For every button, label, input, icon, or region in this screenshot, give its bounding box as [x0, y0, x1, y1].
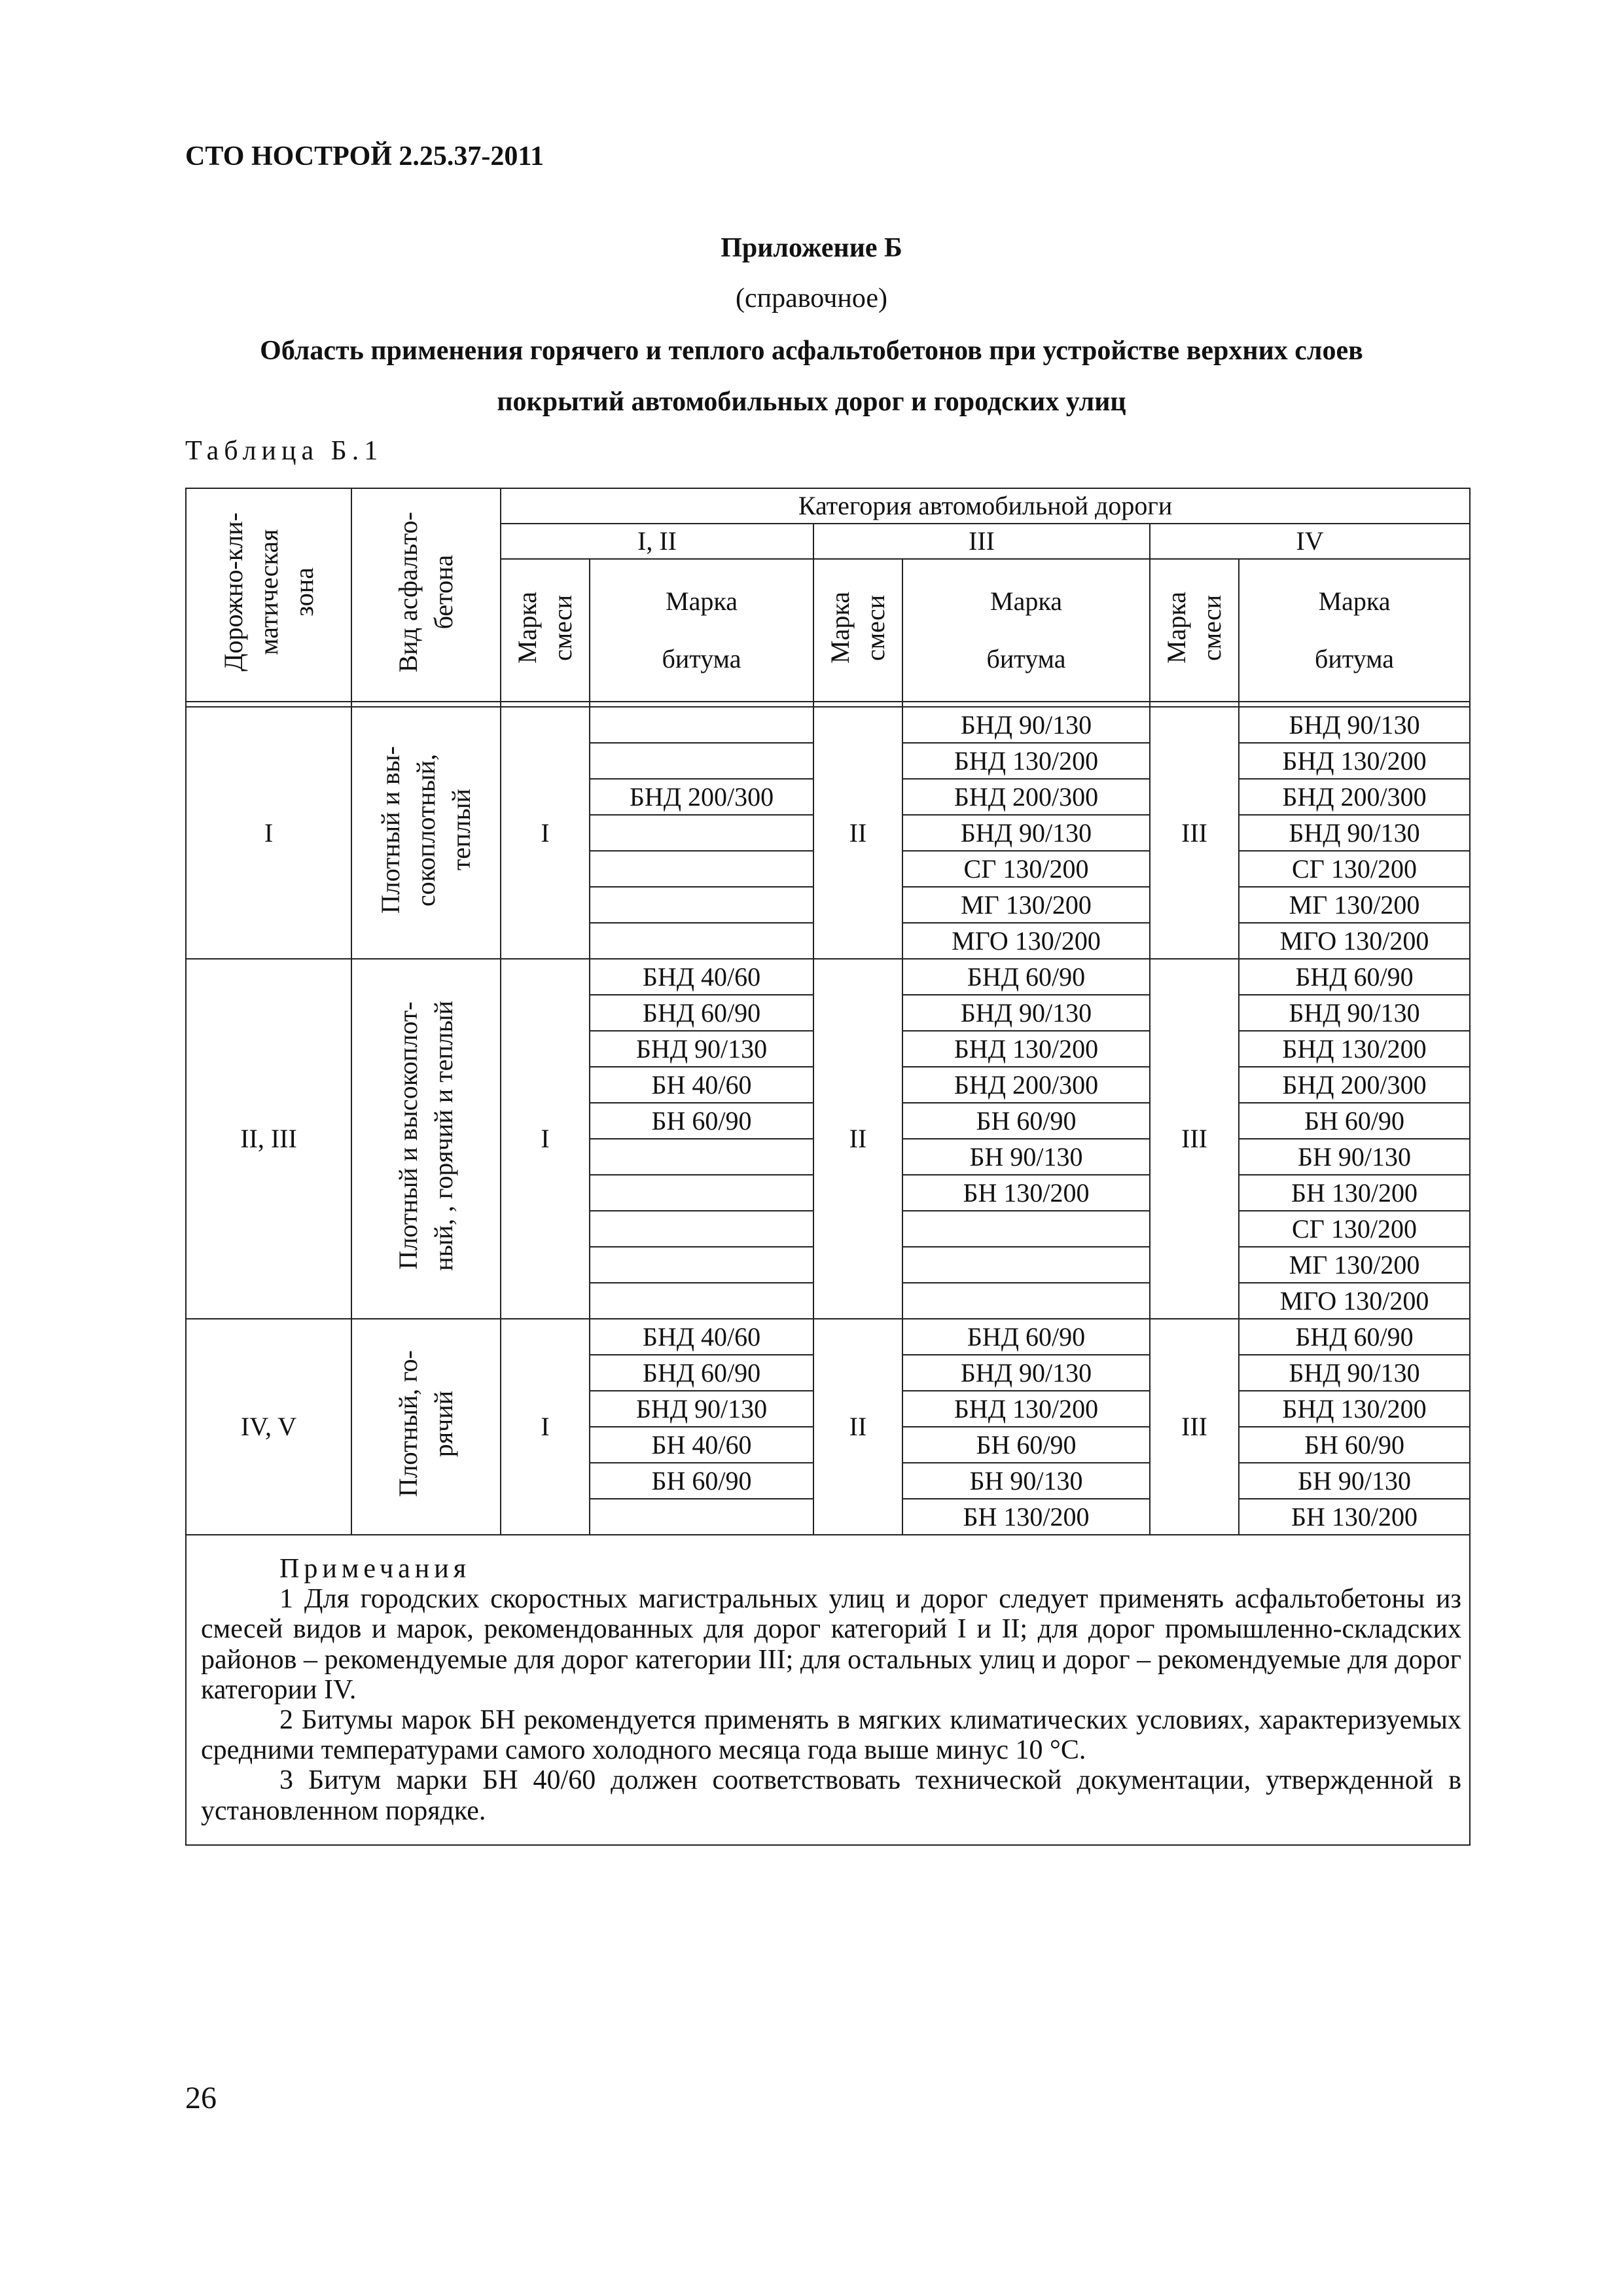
header-category-1-2: I, II — [501, 524, 813, 559]
bitumen-cell-cat-1-2: БН 60/90 — [590, 1463, 813, 1499]
concrete-type-cell: Плотный и высокоплот- ный, , горячий и теплый — [351, 959, 501, 1319]
header-bitumen-grade: Марка битума — [1239, 559, 1470, 702]
bitumen-cell-cat-3: БНД 90/130 — [902, 995, 1150, 1031]
mix-grade-cell-cat-3: II — [813, 1319, 902, 1535]
bitumen-cell-cat-3: БН 90/130 — [902, 1139, 1150, 1175]
bitumen-cell-cat-4: БНД 60/90 — [1239, 1319, 1470, 1355]
note-1: 1 Для городских скоростных магистральных улиц и дорог следует применять асфальтобетоны из смесей видов и марок, рекомендованных для дорог категорий I и II; для дорог промышленно-складских районов – рекомендуемые для дорог категории III; для остальных улиц и дорог – рекомендуемые для дорог категории IV. — [201, 1584, 1462, 1705]
bitumen-cell-cat-4: БНД 90/130 — [1239, 815, 1470, 851]
bitumen-cell-cat-1-2: БН 40/60 — [590, 1067, 813, 1103]
mix-grade-cell-cat-3: II — [813, 707, 902, 959]
bitumen-cell-cat-1-2 — [590, 887, 813, 923]
bitumen-cell-cat-1-2 — [590, 1175, 813, 1211]
bitumen-cell-cat-1-2: БНД 60/90 — [590, 995, 813, 1031]
bitumen-cell-cat-1-2: БНД 40/60 — [590, 959, 813, 995]
bitumen-cell-cat-4: БН 60/90 — [1239, 1103, 1470, 1139]
header-zone: Дорожно-кли- матическая зона — [186, 488, 351, 702]
mix-grade-cell-cat-1-2: I — [501, 1319, 590, 1535]
bitumen-cell-cat-1-2 — [590, 815, 813, 851]
bitumen-cell-cat-4: СГ 130/200 — [1239, 851, 1470, 887]
zone-cell: II, III — [186, 959, 351, 1319]
bitumen-cell-cat-4: БН 130/200 — [1239, 1499, 1470, 1535]
concrete-type-cell: Плотный и вы- сокоплотный, теплый — [351, 707, 501, 959]
bitumen-cell-cat-1-2 — [590, 851, 813, 887]
bitumen-cell-cat-4: БНД 90/130 — [1239, 707, 1470, 743]
bitumen-cell-cat-1-2 — [590, 1499, 813, 1535]
bitumen-cell-cat-3: БНД 90/130 — [902, 1355, 1150, 1391]
bitumen-cell-cat-1-2: БН 60/90 — [590, 1103, 813, 1139]
note-3: 3 Битум марки БН 40/60 должен соответствовать технической документации, утвержденной в установленном порядке. — [201, 1765, 1462, 1826]
zone-cell: IV, V — [186, 1319, 351, 1535]
header-category-4: IV — [1150, 524, 1470, 559]
bitumen-cell-cat-1-2 — [590, 1139, 813, 1175]
bitumen-cell-cat-4: БН 90/130 — [1239, 1463, 1470, 1499]
bitumen-cell-cat-4: БНД 60/90 — [1239, 959, 1470, 995]
appendix-heading-line1: Область применения горячего и теплого асфальтобетонов при устройстве верхних слоев — [260, 336, 1363, 366]
mix-grade-cell-cat-4: III — [1150, 1319, 1239, 1535]
bitumen-cell-cat-3: БНД 90/130 — [902, 707, 1150, 743]
mix-grade-cell-cat-3: II — [813, 959, 902, 1319]
header-bitumen-grade: Марка битума — [590, 559, 813, 702]
bitumen-cell-cat-4: БНД 90/130 — [1239, 995, 1470, 1031]
bitumen-cell-cat-1-2 — [590, 1211, 813, 1247]
concrete-type-cell: Плотный, го- рячий — [351, 1319, 501, 1535]
table-row — [186, 959, 1470, 995]
bitumen-cell-cat-4: БН 130/200 — [1239, 1175, 1470, 1211]
bitumen-cell-cat-3: БНД 130/200 — [902, 743, 1150, 779]
document-code: СТО НОСТРОЙ 2.25.37-2011 — [185, 141, 544, 171]
bitumen-cell-cat-4: МГ 130/200 — [1239, 887, 1470, 923]
bitumen-cell-cat-3: МГ 130/200 — [902, 887, 1150, 923]
bitumen-cell-cat-1-2 — [590, 1247, 813, 1283]
bitumen-cell-cat-3: СГ 130/200 — [902, 851, 1150, 887]
mix-grade-cell-cat-1-2: I — [501, 707, 590, 959]
bitumen-cell-cat-1-2 — [590, 743, 813, 779]
bitumen-cell-cat-1-2 — [590, 707, 813, 743]
mix-grade-cell-cat-4: III — [1150, 959, 1239, 1319]
bitumen-cell-cat-4: БНД 130/200 — [1239, 743, 1470, 779]
note-2: 2 Битумы марок БН рекомендуется применять в мягких климатических условиях, характеризуемых средними температурами самого холодного месяца года выше минус 10 °С. — [201, 1704, 1462, 1766]
bitumen-cell-cat-3: БНД 60/90 — [902, 1319, 1150, 1355]
bitumen-cell-cat-3: БНД 130/200 — [902, 1031, 1150, 1067]
bitumen-cell-cat-4: МГО 130/200 — [1239, 1283, 1470, 1319]
bitumen-cell-cat-4: БНД 90/130 — [1239, 1355, 1470, 1391]
table-row — [186, 1319, 1470, 1355]
application-table — [185, 488, 1471, 1846]
bitumen-cell-cat-4: БНД 200/300 — [1239, 1067, 1470, 1103]
bitumen-cell-cat-4: БНД 200/300 — [1239, 779, 1470, 815]
header-concrete-type: Вид асфальто- бетона — [351, 488, 501, 702]
bitumen-cell-cat-1-2: БН 40/60 — [590, 1427, 813, 1463]
bitumen-cell-cat-3: БН 90/130 — [902, 1463, 1150, 1499]
header-mix-grade: Марка смеси — [813, 559, 902, 702]
bitumen-cell-cat-3: МГО 130/200 — [902, 923, 1150, 959]
table-label: Таблица Б.1 — [185, 436, 383, 466]
bitumen-cell-cat-3: БН 130/200 — [902, 1499, 1150, 1535]
bitumen-cell-cat-1-2: БНД 40/60 — [590, 1319, 813, 1355]
header-mix-grade: Марка смеси — [1150, 559, 1239, 702]
header-bitumen-grade: Марка битума — [902, 559, 1150, 702]
bitumen-cell-cat-3: БН 60/90 — [902, 1427, 1150, 1463]
bitumen-cell-cat-3: БНД 200/300 — [902, 1067, 1150, 1103]
page-number: 26 — [185, 2081, 217, 2115]
table-notes — [186, 1535, 1470, 1845]
notes-title: Примечания — [279, 1554, 471, 1584]
mix-grade-cell-cat-1-2: I — [501, 959, 590, 1319]
bitumen-cell-cat-3 — [902, 1283, 1150, 1319]
bitumen-cell-cat-3: БНД 200/300 — [902, 779, 1150, 815]
header-category-3: III — [813, 524, 1150, 559]
bitumen-cell-cat-1-2 — [590, 1283, 813, 1319]
bitumen-cell-cat-3: БНД 90/130 — [902, 815, 1150, 851]
appendix-subtitle: (справочное) — [736, 283, 887, 314]
bitumen-cell-cat-1-2: БНД 90/130 — [590, 1031, 813, 1067]
bitumen-cell-cat-3: БН 130/200 — [902, 1175, 1150, 1211]
bitumen-cell-cat-4: МГО 130/200 — [1239, 923, 1470, 959]
appendix-title: Приложение Б — [721, 233, 902, 263]
table-row — [186, 707, 1470, 743]
bitumen-cell-cat-4: БН 90/130 — [1239, 1139, 1470, 1175]
bitumen-cell-cat-1-2 — [590, 923, 813, 959]
bitumen-cell-cat-3 — [902, 1247, 1150, 1283]
bitumen-cell-cat-3: БН 60/90 — [902, 1103, 1150, 1139]
bitumen-cell-cat-3: БНД 130/200 — [902, 1391, 1150, 1427]
header-mix-grade: Марка смеси — [501, 559, 590, 702]
bitumen-cell-cat-4: МГ 130/200 — [1239, 1247, 1470, 1283]
header-road-category: Категория автомобильной дороги — [501, 488, 1470, 524]
bitumen-cell-cat-4: СГ 130/200 — [1239, 1211, 1470, 1247]
zone-cell: I — [186, 707, 351, 959]
bitumen-cell-cat-4: БНД 130/200 — [1239, 1031, 1470, 1067]
bitumen-cell-cat-1-2: БНД 60/90 — [590, 1355, 813, 1391]
bitumen-cell-cat-4: БН 60/90 — [1239, 1427, 1470, 1463]
bitumen-cell-cat-1-2: БНД 200/300 — [590, 779, 813, 815]
bitumen-cell-cat-1-2: БНД 90/130 — [590, 1391, 813, 1427]
bitumen-cell-cat-4: БНД 130/200 — [1239, 1391, 1470, 1427]
appendix-heading-line2: покрытий автомобильных дорог и городских улиц — [497, 387, 1126, 417]
bitumen-cell-cat-3: БНД 60/90 — [902, 959, 1150, 995]
mix-grade-cell-cat-4: III — [1150, 707, 1239, 959]
bitumen-cell-cat-3 — [902, 1211, 1150, 1247]
